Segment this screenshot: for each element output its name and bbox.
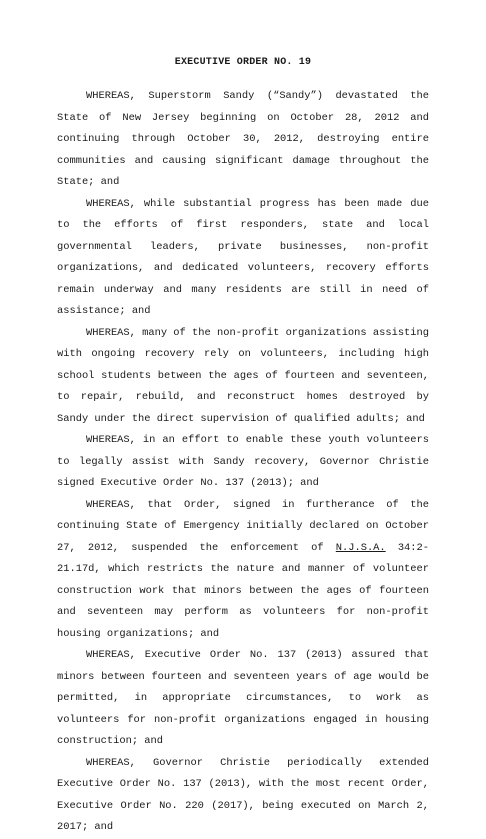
paragraph-5-text-before: WHEREAS, that Order, signed in furtherance of the continuing State of Emergency initially declared on October 27, 2012, suspended the enforcement of — [57, 498, 429, 554]
whereas-paragraph-1: WHEREAS, Superstorm Sandy (“Sandy”) devastated the State of New Jersey beginning on October 28, 2012 and continuing through October 30, 2012, destroying entire communities and causing significant damage throughout the State; and — [57, 90, 429, 188]
whereas-paragraph-2: WHEREAS, while substantial progress has been made due to the efforts of first responders, state and local governmental leaders, private businesses, non-profit organizations, and dedicated volunteers, recovery efforts remain underway and many residents are still in need of assistance; and — [57, 197, 429, 317]
whereas-paragraph-6: WHEREAS, Executive Order No. 137 (2013) assured that minors between fourteen and seventeen years of age would be permitted, in appropriate circumstances, to work as volunteers for non-profit organizations engaged in housing construction; and — [57, 649, 429, 747]
whereas-paragraph-5 — [57, 495, 429, 646]
whereas-paragraph-3: WHEREAS, many of the non-profit organizations assisting with ongoing recovery rely on volunteers, including high school students between the ages of fourteen and seventeen, to repair, rebuild, and reconstruct homes destroyed by Sandy under the direct supervision of qualified adults; and — [57, 326, 429, 425]
paragraph-5-text-after: 34:2-21.17d, which restricts the nature and manner of volunteer construction work that minors between the ages of fourteen and seventeen may perform as volunteers for non-profit housing organizations; and — [57, 541, 429, 640]
whereas-paragraph-7: WHEREAS, Governor Christie periodically extended Executive Order No. 137 (2013), with the most recent Order, Executive Order No. 220 (2017), being executed on March 2, 2017; and — [57, 756, 429, 833]
statute-citation: N.J.S.A. — [335, 541, 386, 554]
document-body — [57, 86, 429, 839]
whereas-paragraph-4: WHEREAS, in an effort to enable these youth volunteers to legally assist with Sandy recovery, Governor Christie signed Executive Order No. 137 (2013); and — [57, 434, 429, 489]
document-title: EXECUTIVE ORDER NO. 19 — [174, 57, 312, 68]
